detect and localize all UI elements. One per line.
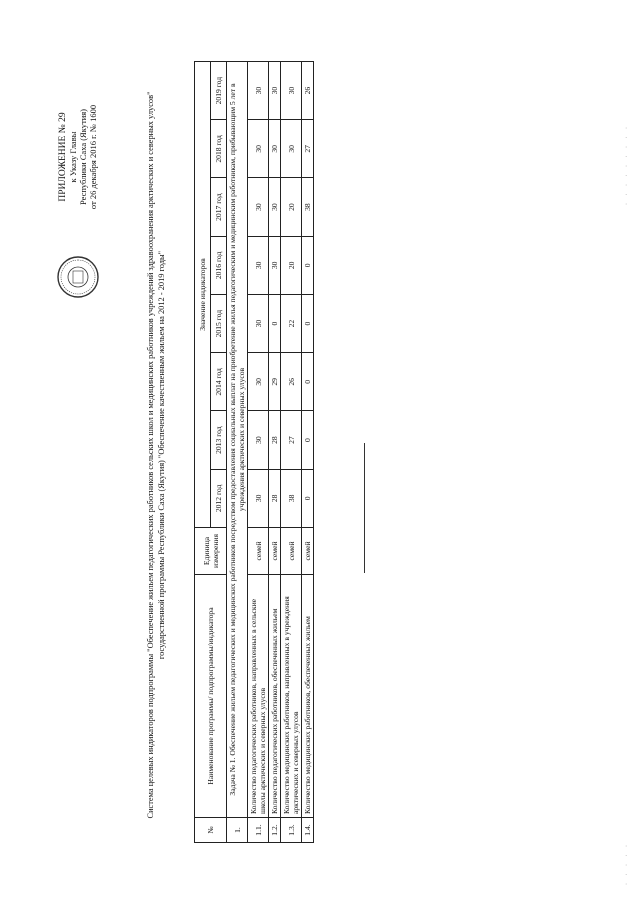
row-name: Количество педагогических работников, обеспеченных жильем <box>269 575 281 818</box>
row-value: 30 <box>248 295 269 353</box>
row-unit: семей <box>302 528 314 575</box>
row-value: 26 <box>281 353 302 411</box>
appendix-line: от 26 декабря 2016 г. № 1600 <box>88 104 98 210</box>
row-value: 0 <box>269 295 281 353</box>
row-value: 0 <box>302 236 314 294</box>
task-row <box>227 62 248 843</box>
row-value: 27 <box>281 411 302 469</box>
row-value: 0 <box>302 469 314 527</box>
task-num: 1. <box>227 818 248 843</box>
row-value: 20 <box>281 236 302 294</box>
indicators-table <box>194 61 314 843</box>
table-row <box>248 62 269 843</box>
row-value: 28 <box>269 411 281 469</box>
row-value: 30 <box>248 178 269 236</box>
row-value: 30 <box>269 62 281 120</box>
header-year: 2018 год <box>211 120 227 178</box>
scan-noise: · · · · · <box>624 842 630 885</box>
table-row <box>302 62 314 843</box>
row-num: 1.1. <box>248 818 269 843</box>
row-value: 30 <box>248 411 269 469</box>
row-value: 26 <box>302 62 314 120</box>
row-value: 30 <box>269 120 281 178</box>
header-name: Наименование программы/ подпрограммы/индикатора <box>195 575 227 818</box>
row-unit: семей <box>281 528 302 575</box>
official-seal-icon <box>56 255 100 299</box>
row-name: Количество медицинских работников, направленных в учреждения арктических и северных улусов <box>281 575 302 818</box>
row-unit: семей <box>269 528 281 575</box>
row-value: 38 <box>302 178 314 236</box>
header-year: 2013 год <box>211 411 227 469</box>
header-num: № <box>195 818 227 843</box>
row-value: 29 <box>269 353 281 411</box>
row-value: 30 <box>281 120 302 178</box>
row-value: 30 <box>248 236 269 294</box>
appendix-line: Республики Саха (Якутия) <box>78 109 88 206</box>
row-value: 27 <box>302 120 314 178</box>
row-name: Количество медицинских работников, обеспеченных жильем <box>302 575 314 818</box>
row-value: 30 <box>248 120 269 178</box>
header-year: 2014 год <box>211 353 227 411</box>
table-row <box>269 62 281 843</box>
table-header-row <box>195 62 211 843</box>
row-value: 0 <box>302 411 314 469</box>
row-value: 30 <box>269 178 281 236</box>
row-num: 1.2. <box>269 818 281 843</box>
row-name: Количество педагогических работников, направленных в сельские школы арктических и северных улусов <box>248 575 269 818</box>
row-value: 30 <box>281 62 302 120</box>
row-value: 22 <box>281 295 302 353</box>
document-caption: Система целевых индикаторов подпрограммы "Обеспечение жильем педагогических работников сельских школ и медицинских работников учреждений здравоохранения арктических и северных улусов" государственной программы Республики Саха (Якутия) "Обеспечение качественным жильем на 2012 - 2019 годы" <box>146 91 166 819</box>
header-group: Значение индикаторов <box>195 62 211 528</box>
row-value: 30 <box>248 353 269 411</box>
signature-line <box>364 443 365 573</box>
header-year: 2017 год <box>211 178 227 236</box>
header-unit: Единица измерения <box>195 528 227 575</box>
appendix-header <box>58 57 98 257</box>
row-value: 20 <box>281 178 302 236</box>
row-value: 38 <box>281 469 302 527</box>
row-value: 0 <box>302 353 314 411</box>
task-text: Задача № 1. Обеспечение жильем педагогических и медицинских работников посредством предоставления социальных выплат на приобретение жилья педагогическим и медицинским работникам, прибывающим 5 лет в учреждения арктических и северных улусов <box>227 62 248 818</box>
table-row <box>281 62 302 843</box>
header-year: 2019 год <box>211 62 227 120</box>
header-year: 2015 год <box>211 295 227 353</box>
row-value: 30 <box>269 236 281 294</box>
appendix-title: ПРИЛОЖЕНИЕ № 29 <box>58 112 68 202</box>
row-value: 30 <box>248 62 269 120</box>
row-num: 1.3. <box>281 818 302 843</box>
scan-noise: · · · · · · · · · <box>624 124 630 205</box>
header-year: 2016 год <box>211 236 227 294</box>
appendix-line: к Указу Главы <box>68 131 78 183</box>
row-value: 30 <box>248 469 269 527</box>
row-num: 1.4. <box>302 818 314 843</box>
row-value: 28 <box>269 469 281 527</box>
row-value: 0 <box>302 295 314 353</box>
row-unit: семей <box>248 528 269 575</box>
header-year: 2012 год <box>211 469 227 527</box>
